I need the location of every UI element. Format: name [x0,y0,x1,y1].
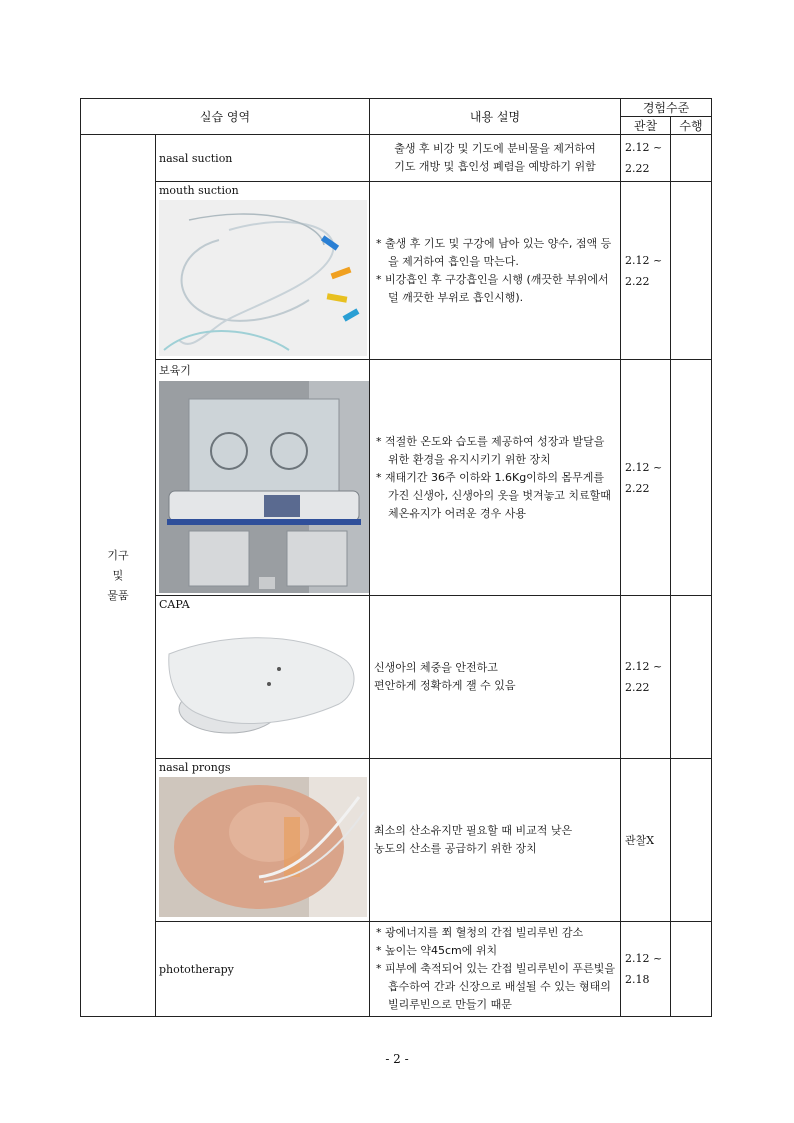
exp-line: 2.22 [625,274,650,288]
desc-bullet: * 적절한 온도와 습도를 제공하여 성장과 발달을 위한 환경을 유지시키기 위한 장치 [376,434,605,466]
suction-catheter-image [159,200,367,356]
exp-observe-cell [621,596,671,759]
desc-bullet: * 재태기간 36주 이하와 1.6Kg이하의 몸무게를 가진 신생아, 신생아의 옷을 벗겨놓고 치료할때 체온유지가 어려운 경우 사용 [376,470,611,520]
exp-line: 2.12 ~ [625,460,663,474]
header-observe: 관찰 [621,117,671,135]
category-line2: 및 [112,568,124,582]
exp-line: 2.12 ~ [625,253,663,267]
desc-cell [370,135,621,182]
exp-perform-cell [671,596,712,759]
item-name: nasal prongs [159,761,231,774]
desc-bullet: * 광에너지를 쬐 혈청의 간접 빌리루빈 감소 [376,926,584,939]
exp-perform-cell [671,759,712,922]
table-row [81,182,712,360]
nasal-prongs-image [159,777,367,917]
exp-line: 관찰X [625,833,655,847]
exp-perform-cell [671,135,712,182]
header-content-desc: 내용 설명 [370,99,621,135]
category-line1: 기구 [107,548,129,562]
desc-bullet: * 높이는 약45cm에 위치 [376,944,498,957]
item-name: CAPA [159,598,190,611]
exp-line: 2.12 ~ [625,141,663,154]
table-row [81,135,712,182]
table-row [81,360,712,596]
desc-bullet: * 출생 후 기도 및 구강에 남아 있는 양수, 점액 등을 제거하여 흡인을 막는다. [376,236,612,268]
item-name: phototherapy [159,962,234,976]
desc-line: 신생아의 체중을 안전하고 [374,661,498,674]
desc-cell [370,759,621,922]
desc-cell [370,922,621,1017]
category-line3: 물품 [107,588,129,602]
exp-observe-cell [621,360,671,596]
item-name-cell [156,135,370,182]
exp-perform-cell [671,182,712,360]
exp-line: 2.12 ~ [625,660,663,673]
incubator-image [159,381,369,593]
desc-cell [370,360,621,596]
exp-observe-cell [621,922,671,1017]
desc-bullet: * 비강흡인 후 구강흡인을 시행 (깨끗한 부위에서 덜 깨끗한 부위로 흡인시행). [376,272,609,304]
exp-line: 2.22 [625,681,650,694]
header-experience-level: 경험수준 [621,99,712,117]
item-name-cell [156,360,370,596]
exp-line: 2.22 [625,481,650,495]
desc-cell [370,182,621,360]
exp-line: 2.12 ~ [625,952,663,965]
item-name: mouth suction [159,184,239,197]
table-row [81,759,712,922]
baby-scale-image [159,614,367,750]
exp-observe-cell [621,135,671,182]
header-practice-area: 실습 영역 [81,99,370,135]
table-row [81,596,712,759]
desc-line: 편안하게 정확하게 잴 수 있음 [374,679,516,692]
exp-observe-cell [621,759,671,922]
item-name: 보육기 [159,364,191,377]
exp-line: 2.22 [625,162,650,175]
item-name-cell [156,759,370,922]
page-number: - 2 - [385,1052,409,1066]
exp-perform-cell [671,360,712,596]
category-cell [81,135,156,1017]
exp-observe-cell [621,182,671,360]
exp-perform-cell [671,922,712,1017]
exp-line: 2.18 [625,973,650,986]
header-perform: 수행 [671,117,712,135]
practice-table [80,98,712,1017]
desc-line: 기도 개방 및 흡인성 폐렴을 예방하기 위함 [394,160,596,173]
item-name-cell [156,922,370,1017]
desc-line: 최소의 산소유지만 필요할 때 비교적 낮은 [374,824,573,837]
desc-line: 출생 후 비강 및 기도에 분비물을 제거하여 [394,142,596,155]
table-row [81,922,712,1017]
desc-line: 농도의 산소를 공급하기 위한 장치 [374,842,537,855]
item-name-cell [156,596,370,759]
item-name-cell [156,182,370,360]
desc-bullet: * 피부에 축적되어 있는 간접 빌리루빈이 푸른빛을 흡수하여 간과 신장으로 배설될 수 있는 형태의 빌리루빈으로 만들기 때문 [376,962,615,1011]
desc-cell [370,596,621,759]
item-name: nasal suction [159,151,233,165]
